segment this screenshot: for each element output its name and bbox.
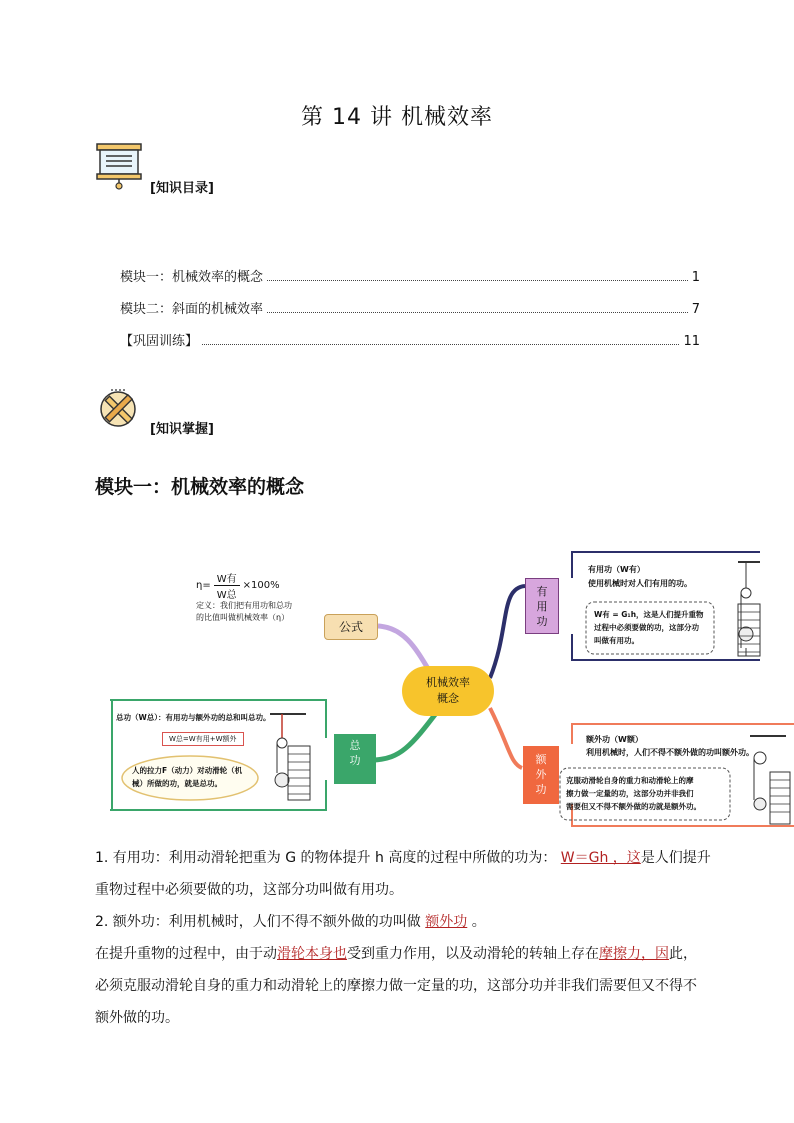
toc-item-label: 模块二：斜面的机械效率 xyxy=(120,302,264,317)
para2-tail: 。 xyxy=(471,914,486,930)
mindmap-useful-node: 有 用 功 xyxy=(525,578,559,634)
knowledge-heading: [知识掌握] xyxy=(150,422,214,437)
toc-leader xyxy=(267,279,688,281)
toc-item-label: 模块一：机械效率的概念 xyxy=(120,270,264,285)
total-title: 总功（W总）：有用功与额外功的总和叫总功。 xyxy=(116,713,271,722)
para1-answer: W＝Gh ，这 xyxy=(560,850,641,866)
formula-tail: ×100% xyxy=(242,580,280,591)
useful-box-text: W有 = G₁h，这是人们提升重物 过程中必须要做的功，这部分功 叫做有用功。 xyxy=(594,610,704,645)
mindmap-extra-node: 额 外 功 xyxy=(523,746,559,804)
para3-answer-2: 摩擦力，因 xyxy=(599,946,669,962)
para2-answer: 额外功 xyxy=(425,914,468,930)
toc-item[interactable] xyxy=(120,330,700,349)
formula-eta: η= xyxy=(196,580,211,591)
para3-mid: 受到重力作用，以及动滑轮的转轴上存在 xyxy=(347,946,599,962)
para3-line2: 必须克服动滑轮自身的重力和动滑轮上的摩擦力做一定量的功，这部分功并非我们需要但又不得不 xyxy=(95,978,697,994)
toc-item-page: 1 xyxy=(691,270,700,285)
extra-title: 额外功（W额） xyxy=(586,735,643,744)
useful-desc: 使用机械时对人们有用的功。 xyxy=(588,579,692,588)
para2-lead: 2. 额外功：利用机械时，人们不得不额外做的功叫做 xyxy=(95,914,421,930)
toc-heading: [知识目录] xyxy=(150,181,214,196)
toc-item-page: 11 xyxy=(683,334,700,349)
pulley-total-illustration xyxy=(270,714,310,800)
mindmap-center-node: 机械效率 概念 xyxy=(402,666,494,716)
total-formula: W总=W有用+W额外 xyxy=(162,732,244,746)
para1-tail: 是人们提升 xyxy=(640,850,711,866)
pulley-useful-illustration xyxy=(738,562,760,656)
total-cloud-text: 人的拉力F（动力）对动滑轮（机 械）所做的功，就是总功。 xyxy=(132,766,243,788)
extra-box-text: 克服动滑轮自身的重力和动滑轮上的摩 擦力做一定量的功，这部分功并非我们 需要但又不得不额外做的功就是额外功。 xyxy=(566,776,701,811)
formula-denominator: W总 xyxy=(216,590,237,601)
mindmap-formula-node: 公式 xyxy=(324,614,378,640)
extra-desc: 利用机械时，人们不得不额外做的功叫额外功。 xyxy=(586,748,754,757)
useful-title: 有用功（W有） xyxy=(588,565,645,574)
toc-item[interactable] xyxy=(120,266,700,285)
page-title: 第 14 讲 机械效率 xyxy=(301,105,493,130)
presentation-board-icon xyxy=(95,142,145,190)
mindmap xyxy=(110,548,794,833)
para3-answer-1: 滑轮本身也 xyxy=(277,946,347,962)
paragraph-useful-work xyxy=(95,842,715,1034)
formula-numerator: W有 xyxy=(214,570,240,586)
module-title: 模块一：机械效率的概念 xyxy=(95,476,305,498)
pulley-extra-illustration xyxy=(750,736,790,824)
toc-leader xyxy=(267,311,688,313)
toc-item-page: 7 xyxy=(691,302,700,317)
para3-line3: 额外做的功。 xyxy=(95,1010,179,1026)
para3-lead: 在提升重物的过程中，由于动 xyxy=(95,946,277,962)
para1-line2: 重物过程中必须要做的功，这部分功叫做有用功。 xyxy=(95,882,403,898)
efficiency-formula xyxy=(196,570,280,601)
pencil-ruler-icon xyxy=(97,388,139,430)
para1-lead: 1. 有用功：利用动滑轮把重为 G 的物体提升 h 高度的过程中所做的功为： xyxy=(95,850,557,866)
toc-leader xyxy=(202,343,679,345)
formula-definition: 定义：我们把有用功和总功 的比值叫做机械效率（η） xyxy=(196,601,292,622)
toc-item-label: 【巩固训练】 xyxy=(120,334,199,349)
mindmap-total-node: 总 功 xyxy=(334,734,376,784)
toc-item[interactable] xyxy=(120,298,700,317)
para3-end: 此， xyxy=(669,946,697,962)
